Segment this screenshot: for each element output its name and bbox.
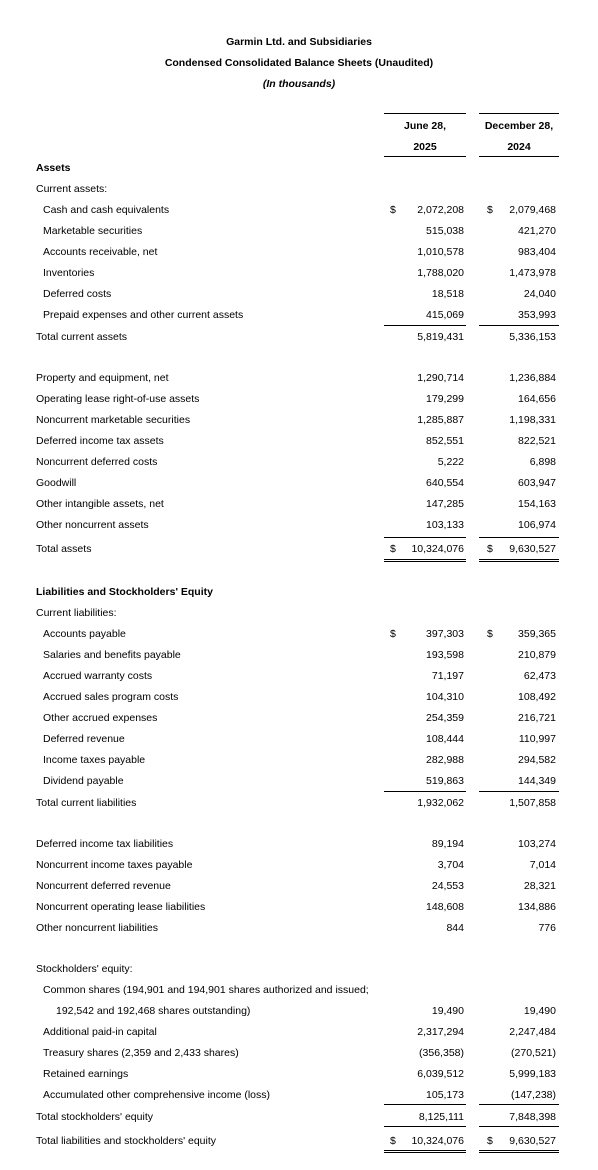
column-rule-bottom-1	[384, 156, 466, 157]
table-row	[0, 1025, 598, 1039]
table-row	[0, 962, 598, 976]
value-december-2024: 24,040	[523, 288, 556, 300]
value-june-2025: 1,285,887	[417, 414, 464, 426]
value-december-2024: 103,274	[518, 838, 556, 850]
table-row	[0, 371, 598, 385]
value-june-2025: 5,222	[437, 456, 464, 468]
value-december-2024: 2,079,468	[509, 204, 556, 216]
table-row	[0, 1046, 598, 1060]
value-december-2024: 9,630,527	[509, 543, 556, 555]
row-label: Other accrued expenses	[43, 712, 158, 724]
row-label: Noncurrent marketable securities	[36, 414, 191, 426]
currency-symbol: $	[390, 543, 396, 555]
value-june-2025: 397,303	[426, 628, 464, 640]
value-december-2024: 110,997	[518, 733, 556, 745]
value-june-2025: 104,310	[426, 691, 464, 703]
value-december-2024: 353,993	[518, 309, 556, 321]
currency-symbol: $	[390, 628, 396, 640]
subtotal-rule	[479, 1126, 559, 1127]
value-june-2025: 89,194	[431, 838, 464, 850]
value-june-2025: 1,932,062	[417, 797, 464, 809]
table-row	[0, 774, 598, 788]
row-label: Operating lease right-of-use assets	[36, 393, 200, 405]
table-row	[0, 266, 598, 280]
row-label: 192,542 and 192,468 shares outstanding)	[56, 1005, 251, 1017]
row-label: Noncurrent deferred costs	[36, 456, 158, 468]
value-december-2024: (270,521)	[511, 1047, 556, 1059]
value-june-2025: 519,863	[426, 775, 464, 787]
value-june-2025: 10,324,076	[411, 543, 464, 555]
double-rule	[384, 1150, 466, 1151]
row-label: Prepaid expenses and other current assets	[43, 309, 244, 321]
value-december-2024: 421,270	[518, 225, 556, 237]
units-note: (In thousands)	[262, 78, 336, 90]
table-row	[0, 879, 598, 893]
value-december-2024: 1,507,858	[509, 797, 556, 809]
double-rule	[479, 1150, 559, 1151]
value-june-2025: 193,598	[426, 649, 464, 661]
value-december-2024: 144,349	[518, 775, 556, 787]
row-label: Total stockholders' equity	[36, 1111, 153, 1123]
table-row	[0, 330, 598, 344]
row-label: Current assets:	[36, 183, 108, 195]
value-december-2024: 7,848,398	[509, 1111, 556, 1123]
column-rule-top-1	[384, 113, 466, 114]
row-label: Other noncurrent liabilities	[36, 922, 158, 934]
table-row	[0, 1004, 598, 1018]
value-december-2024: 62,473	[523, 670, 556, 682]
value-june-2025: 2,317,294	[417, 1026, 464, 1038]
value-december-2024: 1,198,331	[509, 414, 556, 426]
value-december-2024: 5,336,153	[509, 331, 556, 343]
value-june-2025: 282,988	[426, 754, 464, 766]
value-december-2024: 106,974	[518, 519, 556, 531]
value-december-2024: 154,163	[518, 498, 556, 510]
subtotal-rule	[479, 791, 559, 792]
value-june-2025: 852,551	[426, 435, 464, 447]
table-row	[0, 1110, 598, 1124]
row-label: Accrued warranty costs	[43, 670, 153, 682]
value-december-2024: 294,582	[518, 754, 556, 766]
column-header-2-line1: December 28,	[484, 120, 554, 132]
row-label: Treasury shares (2,359 and 2,433 shares)	[43, 1047, 239, 1059]
double-rule	[479, 561, 559, 562]
value-december-2024: 1,473,978	[509, 267, 556, 279]
table-row	[0, 648, 598, 662]
value-june-2025: 5,819,431	[417, 331, 464, 343]
row-label: Accounts payable	[43, 628, 126, 640]
double-rule	[479, 559, 559, 560]
currency-symbol: $	[487, 628, 493, 640]
value-june-2025: 640,554	[426, 477, 464, 489]
column-rule-bottom-2	[479, 156, 559, 157]
row-label: Total current liabilities	[36, 797, 137, 809]
value-june-2025: 10,324,076	[411, 1135, 464, 1147]
value-june-2025: 1,010,578	[417, 246, 464, 258]
table-row	[0, 542, 598, 556]
row-label: Goodwill	[36, 477, 77, 489]
value-december-2024: 359,365	[518, 628, 556, 640]
value-june-2025: 179,299	[426, 393, 464, 405]
subtotal-rule	[384, 325, 466, 326]
row-label: Total liabilities and stockholders' equity	[36, 1135, 217, 1147]
value-june-2025: 18,518	[431, 288, 464, 300]
subtotal-rule	[479, 1104, 559, 1105]
value-june-2025: 6,039,512	[417, 1068, 464, 1080]
row-label: Property and equipment, net	[36, 372, 169, 384]
value-june-2025: (356,358)	[419, 1047, 464, 1059]
row-label: Dividend payable	[43, 775, 124, 787]
column-rule-top-2	[479, 113, 559, 114]
currency-symbol: $	[487, 204, 493, 216]
value-december-2024: 6,898	[529, 456, 556, 468]
value-december-2024: 210,879	[518, 649, 556, 661]
row-label: Additional paid-in capital	[43, 1026, 157, 1038]
value-june-2025: 24,553	[431, 880, 464, 892]
row-label: Deferred costs	[43, 288, 112, 300]
row-label: Noncurrent income taxes payable	[36, 859, 193, 871]
table-row	[0, 921, 598, 935]
currency-symbol: $	[487, 1135, 493, 1147]
table-row	[0, 711, 598, 725]
table-row	[0, 413, 598, 427]
row-label: Common shares (194,901 and 194,901 shares authorized and issued;	[43, 984, 369, 996]
table-row	[0, 669, 598, 683]
table-row	[0, 983, 598, 997]
row-label: Accounts receivable, net	[43, 246, 158, 258]
value-june-2025: 108,444	[426, 733, 464, 745]
row-label: Noncurrent deferred revenue	[36, 880, 171, 892]
value-december-2024: 134,886	[518, 901, 556, 913]
value-december-2024: 822,521	[518, 435, 556, 447]
row-label: Retained earnings	[43, 1068, 129, 1080]
row-label: Other noncurrent assets	[36, 519, 149, 531]
row-label: Cash and cash equivalents	[43, 204, 170, 216]
row-label: Inventories	[43, 267, 95, 279]
row-label: Accrued sales program costs	[43, 691, 179, 703]
table-row	[0, 392, 598, 406]
double-rule	[384, 561, 466, 562]
value-december-2024: (147,238)	[511, 1089, 556, 1101]
row-label: Deferred income tax liabilities	[36, 838, 174, 850]
table-row	[0, 476, 598, 490]
table-row	[0, 245, 598, 259]
table-row	[0, 287, 598, 301]
row-label: Marketable securities	[43, 225, 143, 237]
double-rule	[384, 1152, 466, 1153]
column-header-1-line1: June 28,	[403, 120, 447, 132]
value-june-2025: 148,608	[426, 901, 464, 913]
value-december-2024: 5,999,183	[509, 1068, 556, 1080]
value-december-2024: 108,492	[518, 691, 556, 703]
value-december-2024: 216,721	[518, 712, 556, 724]
row-label: Total current assets	[36, 331, 128, 343]
column-header-2-line2: 2024	[507, 141, 531, 153]
double-rule	[479, 1152, 559, 1153]
table-row	[0, 837, 598, 851]
currency-symbol: $	[390, 204, 396, 216]
table-row	[0, 585, 598, 599]
table-row	[0, 1088, 598, 1102]
value-june-2025: 515,038	[426, 225, 464, 237]
table-row	[0, 161, 598, 175]
row-label: Assets	[36, 162, 71, 174]
value-december-2024: 9,630,527	[509, 1135, 556, 1147]
table-row	[0, 182, 598, 196]
row-label: Income taxes payable	[43, 754, 146, 766]
value-june-2025: 254,359	[426, 712, 464, 724]
row-label: Noncurrent operating lease liabilities	[36, 901, 206, 913]
value-june-2025: 3,704	[437, 859, 464, 871]
value-december-2024: 983,404	[518, 246, 556, 258]
table-row	[0, 1134, 598, 1148]
table-row	[0, 1067, 598, 1081]
value-june-2025: 844	[446, 922, 464, 934]
table-row	[0, 606, 598, 620]
subtotal-rule	[384, 1104, 466, 1105]
subtotal-rule	[384, 537, 466, 538]
value-june-2025: 19,490	[431, 1005, 464, 1017]
double-rule	[384, 559, 466, 560]
value-june-2025: 1,788,020	[417, 267, 464, 279]
subtotal-rule	[384, 1126, 466, 1127]
subtotal-rule	[384, 791, 466, 792]
table-row	[0, 224, 598, 238]
value-june-2025: 103,133	[426, 519, 464, 531]
row-label: Accumulated other comprehensive income (loss)	[43, 1089, 271, 1101]
table-row	[0, 308, 598, 322]
table-row	[0, 858, 598, 872]
value-december-2024: 164,656	[518, 393, 556, 405]
table-row	[0, 900, 598, 914]
subtotal-rule	[479, 537, 559, 538]
value-december-2024: 2,247,484	[509, 1026, 556, 1038]
value-june-2025: 105,173	[426, 1089, 464, 1101]
row-label: Deferred income tax assets	[36, 435, 164, 447]
row-label: Deferred revenue	[43, 733, 125, 745]
value-december-2024: 776	[538, 922, 556, 934]
row-label: Liabilities and Stockholders' Equity	[36, 586, 213, 598]
currency-symbol: $	[390, 1135, 396, 1147]
statement-title: Condensed Consolidated Balance Sheets (Unaudited)	[164, 57, 434, 69]
company-name: Garmin Ltd. and Subsidiaries	[226, 36, 372, 48]
table-row	[0, 203, 598, 217]
row-label: Salaries and benefits payable	[43, 649, 181, 661]
table-row	[0, 455, 598, 469]
column-header-1-line2: 2025	[413, 141, 437, 153]
value-december-2024: 603,947	[518, 477, 556, 489]
value-june-2025: 1,290,714	[417, 372, 464, 384]
table-row	[0, 627, 598, 641]
value-june-2025: 147,285	[426, 498, 464, 510]
row-label: Stockholders' equity:	[36, 963, 133, 975]
row-label: Total assets	[36, 543, 92, 555]
value-december-2024: 19,490	[523, 1005, 556, 1017]
value-june-2025: 2,072,208	[417, 204, 464, 216]
table-row	[0, 518, 598, 532]
value-december-2024: 1,236,884	[509, 372, 556, 384]
table-row	[0, 434, 598, 448]
table-row	[0, 732, 598, 746]
value-june-2025: 71,197	[431, 670, 464, 682]
value-june-2025: 8,125,111	[418, 1111, 464, 1123]
table-row	[0, 796, 598, 810]
value-december-2024: 7,014	[529, 859, 556, 871]
table-row	[0, 497, 598, 511]
table-row	[0, 690, 598, 704]
currency-symbol: $	[487, 543, 493, 555]
value-june-2025: 415,069	[426, 309, 464, 321]
row-label: Current liabilities:	[36, 607, 117, 619]
value-december-2024: 28,321	[523, 880, 556, 892]
table-row	[0, 753, 598, 767]
subtotal-rule	[479, 325, 559, 326]
row-label: Other intangible assets, net	[36, 498, 164, 510]
